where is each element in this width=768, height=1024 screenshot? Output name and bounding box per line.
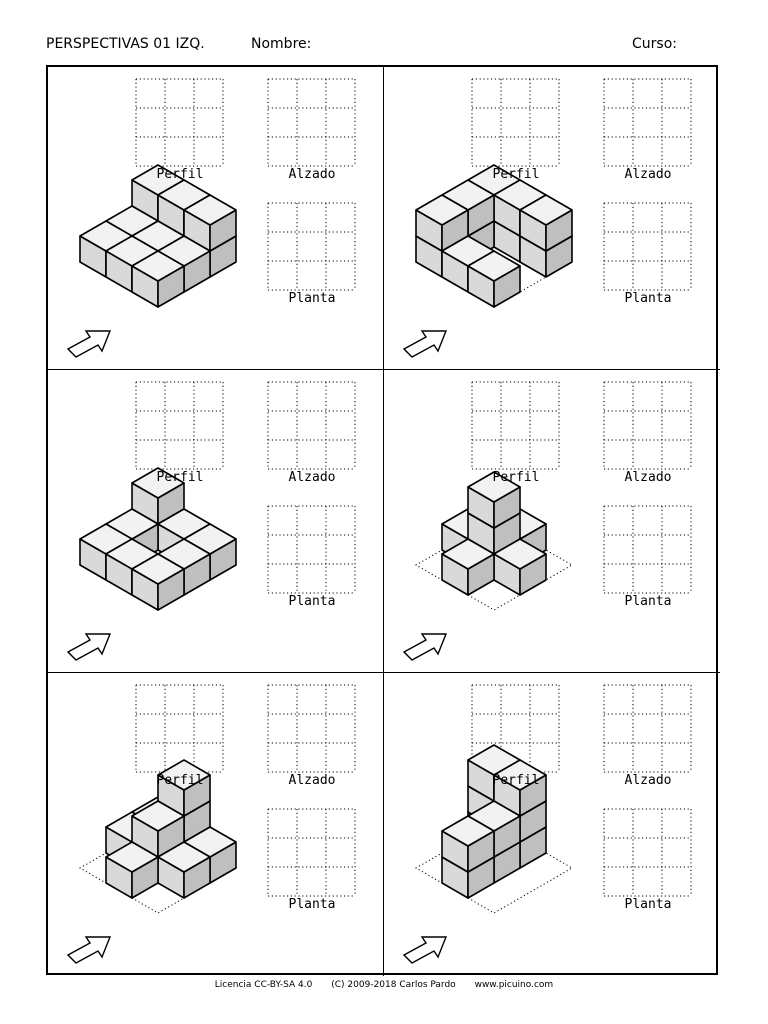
exercise-cell-1 <box>48 67 384 370</box>
profile-answer-grid[interactable] <box>472 79 559 166</box>
view-direction-arrow-icon <box>68 634 110 660</box>
elevation-answer-grid[interactable] <box>268 685 355 772</box>
elevation-answer-grid[interactable] <box>604 685 691 772</box>
profile-label: Perfil <box>492 470 540 485</box>
plan-answer-grid[interactable] <box>604 203 691 290</box>
exercise-cell-5 <box>48 673 384 976</box>
profile-label: Perfil <box>156 470 204 485</box>
profile-label: Perfil <box>492 773 540 788</box>
elevation-answer-grid[interactable] <box>268 79 355 166</box>
plan-answer-grid[interactable] <box>268 809 355 896</box>
profile-label: Perfil <box>492 167 540 182</box>
isometric-figure <box>416 472 572 610</box>
view-direction-arrow-icon <box>404 937 446 963</box>
copyright-text: (C) 2009-2018 Carlos Pardo <box>331 980 456 990</box>
elevation-label: Alzado <box>288 167 336 182</box>
worksheet-title: PERSPECTIVAS 01 IZQ. <box>46 36 205 52</box>
course-label: Curso: <box>632 36 677 52</box>
exercise-cell-3 <box>48 370 384 673</box>
exercise-cell-4 <box>384 370 720 673</box>
elevation-answer-grid[interactable] <box>268 382 355 469</box>
view-direction-arrow-icon <box>404 331 446 357</box>
plan-answer-grid[interactable] <box>604 809 691 896</box>
plan-answer-grid[interactable] <box>604 506 691 593</box>
isometric-figure <box>416 745 572 913</box>
elevation-label: Alzado <box>288 773 336 788</box>
elevation-label: Alzado <box>624 773 672 788</box>
plan-label: Planta <box>288 291 336 306</box>
exercise-cell-6 <box>384 673 720 976</box>
website-text: www.picuino.com <box>474 980 554 990</box>
profile-answer-grid[interactable] <box>472 382 559 469</box>
plan-label: Planta <box>288 897 336 912</box>
exercise-cell-2 <box>384 67 720 370</box>
exercise-sheet <box>46 65 718 975</box>
isometric-figure <box>416 165 572 307</box>
elevation-answer-grid[interactable] <box>604 382 691 469</box>
profile-answer-grid[interactable] <box>136 79 223 166</box>
view-direction-arrow-icon <box>68 331 110 357</box>
isometric-figure <box>80 165 236 307</box>
elevation-answer-grid[interactable] <box>604 79 691 166</box>
name-label: Nombre: <box>251 36 312 52</box>
plan-label: Planta <box>288 594 336 609</box>
profile-answer-grid[interactable] <box>136 685 223 772</box>
plan-answer-grid[interactable] <box>268 506 355 593</box>
profile-label: Perfil <box>156 167 204 182</box>
plan-label: Planta <box>624 897 672 912</box>
elevation-label: Alzado <box>624 470 672 485</box>
profile-label: Perfil <box>156 773 204 788</box>
profile-answer-grid[interactable] <box>136 382 223 469</box>
plan-label: Planta <box>624 594 672 609</box>
isometric-figure <box>80 468 236 610</box>
elevation-label: Alzado <box>624 167 672 182</box>
plan-label: Planta <box>624 291 672 306</box>
worksheet-header <box>46 36 726 58</box>
plan-answer-grid[interactable] <box>268 203 355 290</box>
elevation-label: Alzado <box>288 470 336 485</box>
view-direction-arrow-icon <box>68 937 110 963</box>
view-direction-arrow-icon <box>404 634 446 660</box>
footer <box>0 980 768 990</box>
license-text: Licencia CC-BY-SA 4.0 <box>214 980 313 990</box>
